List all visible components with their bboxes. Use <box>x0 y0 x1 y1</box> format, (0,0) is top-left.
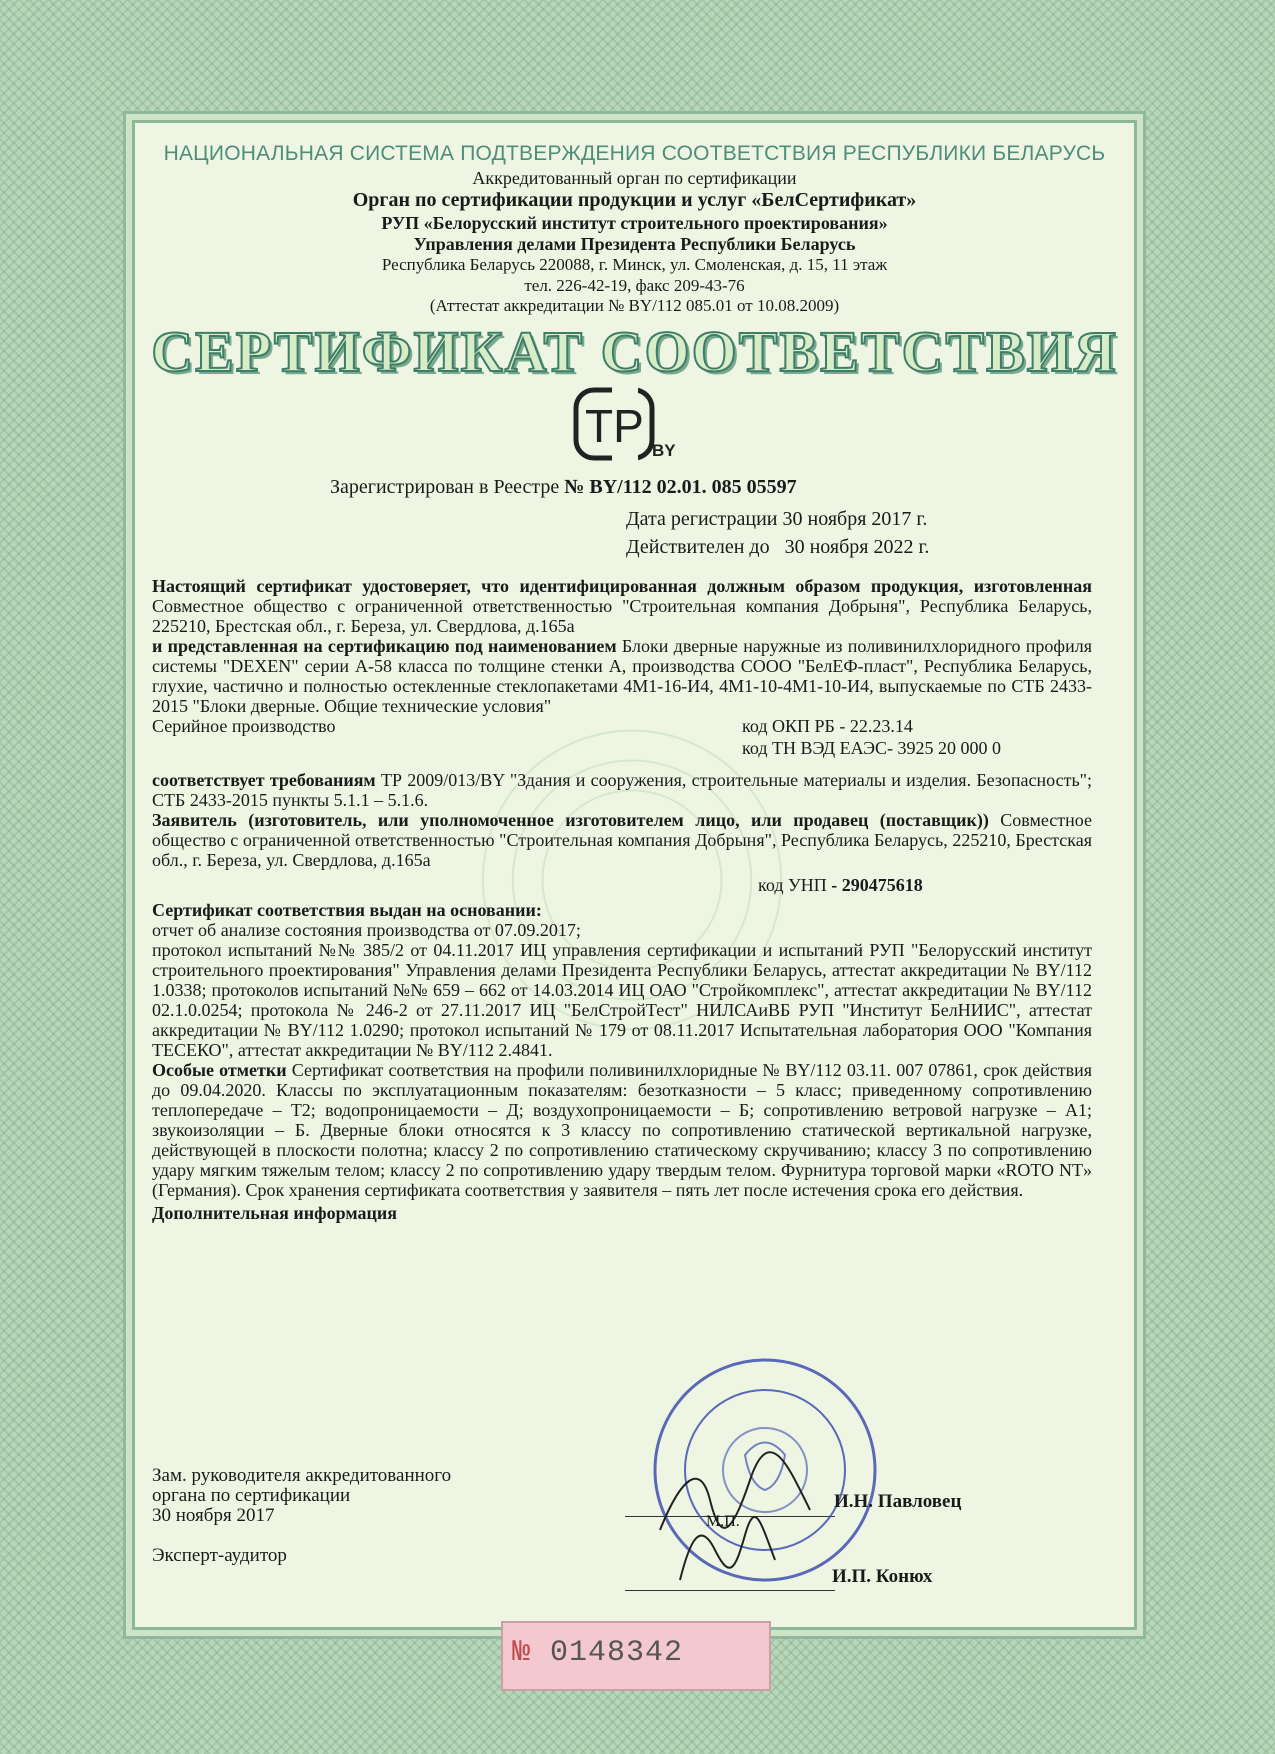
basis-label: Сертификат соответствия выдан на основании: <box>152 900 542 920</box>
admin-name: Управления делами Президента Республики Беларусь <box>413 234 856 254</box>
organ-attestat: (Аттестат аккредитации № BY/112 085.01 от 10.08.2009) <box>429 296 840 315</box>
serial-production: Серийное производство <box>152 716 336 736</box>
registry-label: Зарегистрирован в Реестре <box>330 476 560 498</box>
requirements-label: соответствует требованиям <box>152 770 376 790</box>
signer-2-name: И.П. Конюх <box>832 1566 933 1587</box>
additional-info-label: Дополнительная информация <box>152 1203 397 1223</box>
product-name-label: и представленная на сертификацию под наименованием <box>152 636 617 656</box>
mark-sub-text: BY <box>652 441 676 460</box>
mp-label: М.П. <box>706 1513 740 1530</box>
expert-auditor-label: Эксперт-аудитор <box>152 1545 287 1566</box>
serial-number-prefix: № <box>512 1636 532 1670</box>
rup-name: РУП «Белорусский институт строительного проектирования» <box>381 213 888 233</box>
tnved-code: код ТН ВЭД ЕАЭС- 3925 20 000 0 <box>742 738 1002 758</box>
deputy-block <box>152 1466 451 1526</box>
okp-code: код ОКП РБ - 22.23.14 <box>742 716 913 736</box>
intro-statement: Настоящий сертификат удостоверяет, что идентифицированная должным образом продукция, <box>152 576 964 596</box>
registry-line <box>330 476 797 499</box>
applicant-label: Заявитель (изготовитель, или уполномоченное изготовителем лицо, или продавец (поставщик)) <box>152 810 989 830</box>
signer-1-name: И.Н. Павловец <box>834 1491 962 1512</box>
national-system-heading: НАЦИОНАЛЬНАЯ СИСТЕМА ПОДТВЕРЖДЕНИЯ СООТВЕТСТВИЯ РЕСПУБЛИКИ БЕЛАРУСЬ <box>163 142 1106 165</box>
basis-line1: отчет об анализе состояния производства от 07.09.2017; <box>152 920 581 940</box>
basis-protocols: протокол испытаний №№ 385/2 от 04.11.2017 ИЦ управления сертификации и испытаний РУП "Белорусский институт строительного проектирования" Управления делами Президента Республики Беларусь, аттестат аккредитации № BY/112 1.0338; протоколов испытаний №№ 659 – 662 от 14.03.2014 ИЦ ОАО "Стройкомплекс", аттестат аккредитации № BY/112 02.1.0.0254; протокола № 246-2 от 27.11.2017 ИЦ "БелСтройТест" НИЛСАиВБ РУП "Институт БелНИИС", аттестат аккредитации № BY/112 1.0290; протокол испытаний № 179 от 08.11.2017 Испытательная лаборатория ООО "Компания ТЕСЕКО", аттестат аккредитации № BY/112 2.4841. <box>152 940 1092 1060</box>
valid-until: Действителен до 30 ноября 2022 г. <box>626 536 930 558</box>
serial-number <box>512 1636 683 1670</box>
manufacturer-text: Совместное общество с ограниченной ответственностью "Строительная компания Добрыня", Республика Беларусь, 225210, Брестская обл., г. Береза, ул. Свердлова, д.165а <box>152 596 1092 636</box>
organ-phone: тел. 226-42-19, факс 209-43-76 <box>524 276 745 295</box>
deputy-title-line1: Зам. руководителя аккредитованного <box>152 1465 452 1486</box>
product-description: Блоки дверные наружные из поливинилхлоридного профиля системы "DEXEN" серии А-58 класса по толщине стенки А, производства СООО "БелЕФ-пласт", Республика Беларусь, глухие, частично и полностью остекленные стеклопакетами 4М1-16-И4, 4М1-10-4М1-10-И4, выпускаемые по СТБ 2433-2015 "Блоки дверные. Общие технические условия" <box>152 636 1092 716</box>
mark-main-text: TP <box>585 400 644 452</box>
tr-by-mark-icon <box>572 386 686 464</box>
deputy-title-line2: органа по сертификации <box>152 1485 351 1506</box>
applicant-text: Совместное общество с ограниченной ответственностью "Строительная компания Добрыня", Республика Беларусь, 225210, Брестская обл., г. Береза, ул. Свердлова, д.165а <box>152 810 1092 870</box>
signature-line-2 <box>625 1590 835 1591</box>
organ-name: Орган по сертификации продукции и услуг «БелСертификат» <box>352 189 917 211</box>
special-notes-label: Особые отметки <box>152 1060 287 1080</box>
registry-number: № BY/112 02.01. 085 05597 <box>564 476 797 498</box>
requirements-text: ТР 2009/013/BY "Здания и сооружения, строительные материалы и изделия. Безопасность"; СТБ 2433-2015 пункты 5.1.1 – 5.1.6. <box>152 770 1093 810</box>
organ-address: Республика Беларусь 220088, г. Минск, ул. Смоленская, д. 15, 11 этаж <box>381 255 888 274</box>
manufactured-label: изготовленная <box>973 576 1092 596</box>
certificate-title: СЕРТИФИКАТ СООТВЕТСТВИЯ <box>151 319 1118 384</box>
accredited-body-label: Аккредитованный орган по сертификации <box>472 168 797 188</box>
certificate-body <box>152 576 1092 1223</box>
signature-date: 30 ноября 2017 <box>152 1505 275 1526</box>
unp-code: код УНП - 290475618 <box>758 875 923 895</box>
special-notes-text: Сертификат соответствия на профили поливинилхлоридные № BY/112 03.11. 007 07861, срок действия до 09.04.2020. Классы по эксплуатационным показателям: безотказности – 5 класс; приведенному сопротивлению теплопередаче – Т2; водопроницаемости – Д; воздухопроницаемости – Б; сопротивлению ветровой нагрузке – А1; звукоизоляции – Б. Дверные блоки относятся к 3 классу по сопротивлению статической вертикальной нагрузке, действующей в плоскости полотна; классу 2 по сопротивлению статическому скручиванию; классу 3 по сопротивлению удару мягким тяжелым телом; классу 2 по сопротивлению удару твердым телом. Фурнитура торговой марки «ROTO NT» (Германия). Срок хранения сертификата соответствия у заявителя – пять лет после истечения срока его действия. <box>152 1060 1092 1200</box>
handwritten-signatures-icon <box>640 1440 840 1590</box>
registration-date: Дата регистрации 30 ноября 2017 г. <box>626 508 928 530</box>
serial-number-value: 0148342 <box>550 1636 684 1670</box>
